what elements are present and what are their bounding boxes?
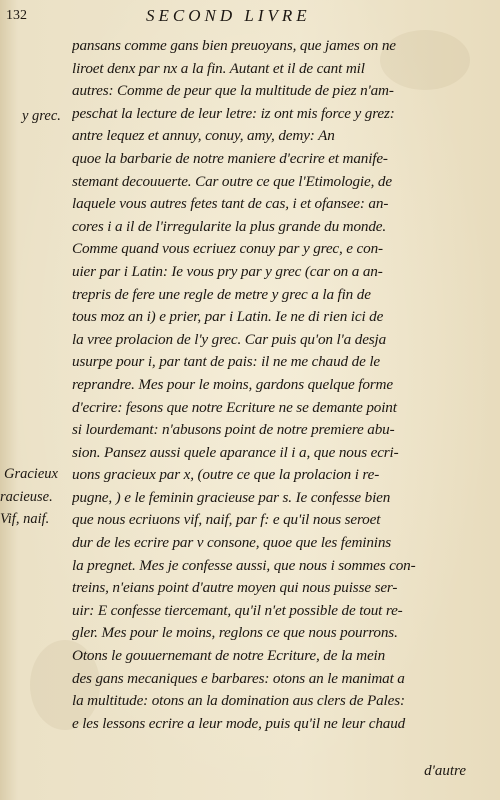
margin-note-gracieux: Gracieux (4, 466, 58, 482)
page-number: 132 (6, 8, 27, 23)
catchword: d'autre (424, 763, 466, 779)
margin-note-vif-naif: Vif, naif. (0, 511, 50, 527)
text-line: cores i a il de l'irregularite la plus grande du monde. (72, 217, 387, 235)
text-line: que nous ecriuons vif, naif, par f: e qu'il nous seroet (72, 511, 381, 529)
text-line: liroet denx par nx a la fin. Autant et il de cant mil (72, 59, 365, 77)
text-line: treins, n'eians point d'autre moyen qui nous puisse ser- (72, 579, 398, 597)
text-line: e les lessons ecrire a leur mode, puis qu'il ne leur chaud (72, 714, 406, 732)
margin-notes (0, 0, 72, 800)
text-line: quoe la barbarie de notre maniere d'ecrire et manife- (72, 149, 388, 167)
text-line: reprandre. Mes pour le moins, gardons quelque forme (72, 375, 393, 393)
text-line: uier par i Latin: Ie vous pry par y grec (car on a an- (72, 262, 383, 280)
body-text (72, 35, 474, 735)
text-line: usurpe pour i, par tant de pais: il ne me chaud de le (72, 353, 380, 371)
text-line: d'ecrire: fesons que notre Ecriture ne se demante point (72, 398, 397, 416)
text-line: autres: Comme de peur que la multitude de piez n'am- (72, 82, 394, 100)
page-header (6, 6, 476, 28)
text-line: gler. Mes pour le moins, reglons ce que nous pourrons. (72, 624, 398, 642)
text-line: la multitude: otons an la domination aus clers de Pales: (72, 692, 405, 710)
text-line: stemant decouuerte. Car outre ce que l'Etimologie, de (72, 172, 392, 190)
text-line: Comme quand vous ecriuez conuy par y grec, e con- (72, 240, 383, 258)
text-line: des gans mecaniques e barbares: otons an le manimat a (72, 669, 405, 687)
text-line: si lourdemant: n'abusons point de notre premiere abu- (72, 421, 395, 439)
text-line: la vree prolacion de l'y grec. Car puis qu'on l'a desja (72, 330, 387, 348)
running-head: SECOND LIVRE (146, 6, 311, 25)
text-line: sion. Pansez aussi quele aparance il i a, que nous ecri- (72, 443, 399, 461)
text-line: la pregnet. Mes je confesse aussi, que nous i sommes con- (72, 556, 416, 574)
text-line: pugne, ) e le feminin gracieuse par s. Ie confesse bien (72, 488, 391, 506)
text-line: laquele vous autres fetes tant de cas, i et ofansee: an- (72, 195, 389, 213)
margin-note-y-grec: y grec. (22, 108, 61, 124)
text-line: trepris de fere une regle de metre y grec a la fin de (72, 285, 371, 303)
text-line: uons gracieux par x, (outre ce que la prolacion i re- (72, 466, 380, 484)
text-line: tous moz an i) e prier, par i Latin. Ie ne di rien ici de (72, 308, 384, 326)
text-line: pansans comme gans bien preuoyans, que james on ne (72, 37, 396, 54)
text-line: uir: E confesse tiercemant, qu'il n'et possible de tout re- (72, 601, 403, 619)
text-line: dur de les ecrire par v consone, quoe que les feminins (72, 534, 392, 552)
text-line: peschat la lecture de leur letre: iz ont mis force y grez: (72, 104, 395, 122)
margin-note-gracieuse: racieuse. (0, 489, 53, 505)
text-line: antre lequez et annuy, conuy, amy, demy: An (72, 127, 335, 145)
text-line: Otons le gouuernemant de notre Ecriture, de la mein (72, 647, 386, 665)
